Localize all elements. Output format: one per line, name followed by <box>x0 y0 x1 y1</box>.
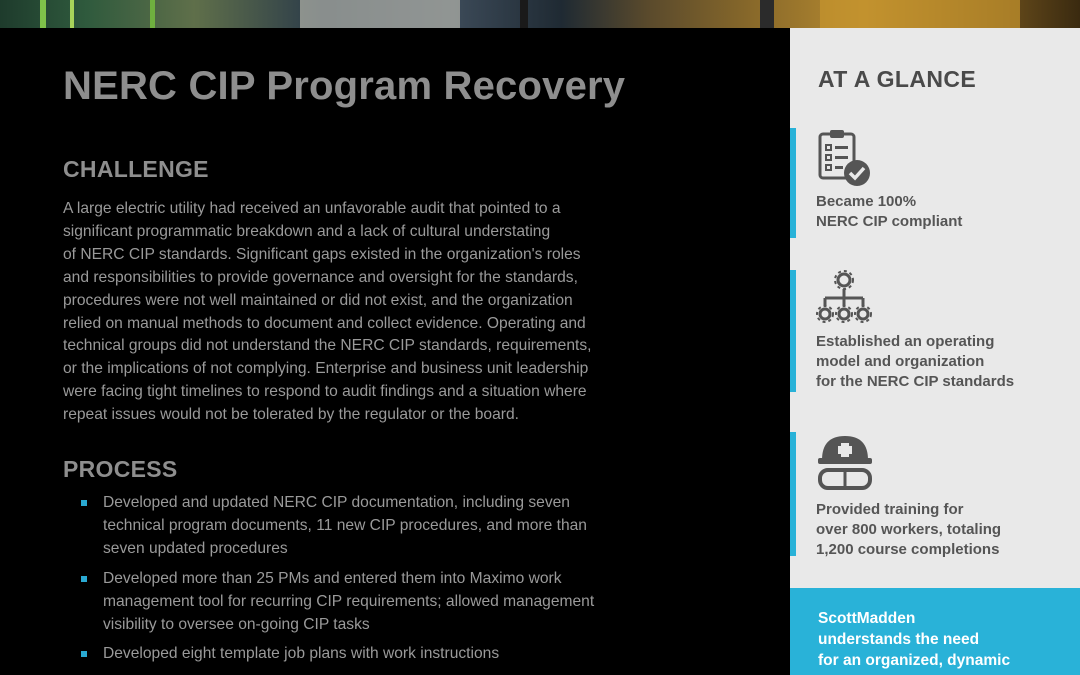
list-item-line: seven updated procedures <box>103 539 288 557</box>
list-item-line: Developed eight template job plans with work instructions <box>103 645 500 663</box>
challenge-line: or the implications of not complying. Enterprise and business unit leadership <box>63 360 589 378</box>
at-a-glance-sidebar <box>790 28 1080 675</box>
list-item-line: management tool for recurring CIP requirements; allowed management <box>103 592 595 610</box>
challenge-line: A large electric utility had received an unfavorable audit that pointed to a <box>63 200 561 217</box>
challenge-line: and responsibilities to provide governance and oversight for the standards, <box>63 268 578 286</box>
stat-text <box>816 192 962 232</box>
challenge-line: procedures were not well maintained or did not exist, and the organization <box>63 291 573 309</box>
list-item <box>63 568 753 637</box>
list-item-line: Developed more than 25 PMs and entered them into Maximo work <box>103 569 562 587</box>
stat-compliance <box>790 128 1080 238</box>
challenge-paragraph <box>63 198 753 427</box>
bullet-icon <box>81 500 87 506</box>
accent-bar <box>790 270 796 392</box>
stat-line: for the NERC CIP standards <box>816 373 1015 390</box>
stat-line: Established an operating <box>816 333 995 350</box>
challenge-line: of NERC CIP standards. Significant gaps existed in the organization's roles <box>63 245 581 263</box>
stat-training <box>790 432 1080 556</box>
challenge-line: technical groups did not understand the NERC CIP standards, requirements, <box>63 337 592 355</box>
stat-text <box>816 332 1014 392</box>
callout-box <box>790 588 1080 675</box>
list-item <box>63 643 753 666</box>
list-item-line: Developed and updated NERC CIP documentation, including seven <box>103 494 570 511</box>
banner-photo <box>0 0 1080 28</box>
sidebar-title: AT A GLANCE <box>818 66 977 92</box>
challenge-line: relied on manual methods to document and collect evidence. Operating and <box>63 314 586 332</box>
clipboard-check-icon <box>816 128 872 188</box>
callout-line: ScottMadden <box>818 610 916 627</box>
bullet-icon <box>81 651 87 657</box>
challenge-line: repeat issues would not be tolerated by the regulator or the board. <box>63 406 519 424</box>
challenge-line: were facing tight timelines to respond to audit findings and a situation where <box>63 383 587 401</box>
challenge-heading: CHALLENGE <box>63 156 209 182</box>
challenge-line: significant programmatic breakdown and a lack of cultural understating <box>63 222 551 240</box>
stat-line: model and organization <box>816 353 985 370</box>
accent-bar <box>790 432 796 556</box>
stat-line: NERC CIP compliant <box>816 213 963 230</box>
accent-bar <box>790 128 796 238</box>
org-chart-gears-icon <box>816 270 872 326</box>
stat-line: over 800 workers, totaling <box>816 521 1002 538</box>
stat-text <box>816 500 1001 560</box>
list-item-line: visibility to oversee on-going CIP tasks <box>103 615 370 633</box>
process-list <box>63 492 753 673</box>
list-item <box>63 492 753 561</box>
list-item-line: technical program documents, 11 new CIP procedures, and more than <box>103 516 587 534</box>
stat-line: Provided training for <box>816 501 964 518</box>
stat-line: 1,200 course completions <box>816 541 1000 558</box>
process-heading: PROCESS <box>63 456 178 482</box>
bullet-icon <box>81 576 87 582</box>
main-content <box>0 28 790 675</box>
stat-operating-model <box>790 270 1080 392</box>
page-title: NERC CIP Program Recovery <box>63 64 626 108</box>
callout-line: understands the need <box>818 631 980 648</box>
callout-line: for an organized, dynamic <box>818 652 1011 669</box>
callout-text <box>818 608 1010 671</box>
hard-hat-goggles-icon <box>816 432 874 494</box>
stat-line: Became 100% <box>816 193 917 210</box>
